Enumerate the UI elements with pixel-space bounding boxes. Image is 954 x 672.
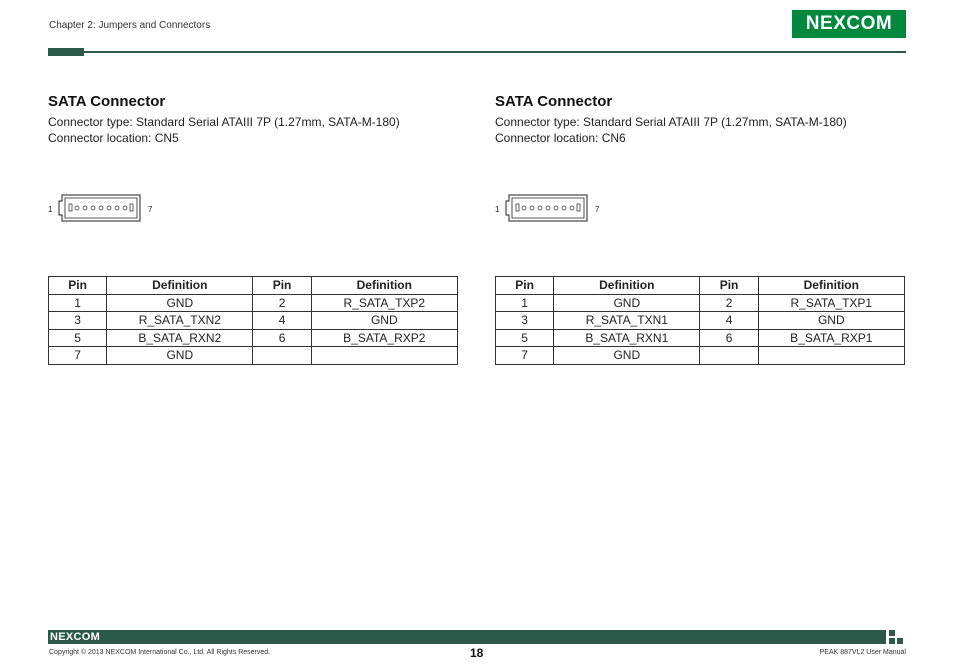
table-cell: 4 xyxy=(700,312,758,330)
sata-section-cn5 xyxy=(48,93,458,146)
table-cell: 5 xyxy=(496,329,554,347)
manual-name: PEAK 887VL2 User Manual xyxy=(819,649,906,656)
table-cell xyxy=(311,347,457,365)
page-number: 18 xyxy=(470,646,484,660)
connector-diagram-cn5 xyxy=(48,193,168,225)
header-pin: Pin xyxy=(496,277,554,295)
footer-bar xyxy=(48,630,886,644)
section-title: SATA Connector xyxy=(48,93,166,110)
table-cell: GND xyxy=(554,347,700,365)
table-cell xyxy=(758,347,904,365)
table-cell: B_SATA_RXN1 xyxy=(554,329,700,347)
connector-location: Connector location: CN5 xyxy=(48,131,179,145)
table-cell xyxy=(253,347,311,365)
table-cell xyxy=(700,347,758,365)
table-cell: 7 xyxy=(49,347,107,365)
pin-label-first: 1 xyxy=(495,205,500,214)
table-cell: R_SATA_TXN1 xyxy=(554,312,700,330)
footer-logo xyxy=(50,630,100,644)
table-cell: 3 xyxy=(49,312,107,330)
header-definition: Definition xyxy=(107,277,253,295)
sata-connector-icon xyxy=(58,193,144,223)
table-cell: 1 xyxy=(496,294,554,312)
header-pin: Pin xyxy=(700,277,758,295)
table-row xyxy=(496,312,905,330)
table-cell: B_SATA_RXN2 xyxy=(107,329,253,347)
table-cell: GND xyxy=(107,347,253,365)
table-cell: GND xyxy=(554,294,700,312)
table-row xyxy=(49,347,458,365)
table-row xyxy=(496,329,905,347)
table-cell: R_SATA_TXN2 xyxy=(107,312,253,330)
sata-section-cn6 xyxy=(495,93,905,146)
nexcom-logo xyxy=(792,10,906,38)
table-cell: B_SATA_RXP1 xyxy=(758,329,904,347)
header-rule xyxy=(48,51,906,53)
section-title: SATA Connector xyxy=(495,93,613,110)
table-cell: 3 xyxy=(496,312,554,330)
connector-type: Connector type: Standard Serial ATAIII 7P (1.27mm, SATA-M-180) xyxy=(48,115,400,129)
table-cell: 2 xyxy=(253,294,311,312)
table-cell: 6 xyxy=(700,329,758,347)
table-cell: 5 xyxy=(49,329,107,347)
table-header-row xyxy=(49,277,458,295)
pin-label-last: 7 xyxy=(148,205,153,214)
header-pin: Pin xyxy=(253,277,311,295)
table-row xyxy=(49,329,458,347)
logo-text: NEXCOM xyxy=(805,13,893,34)
footer-corner-squares xyxy=(889,630,906,644)
table-row xyxy=(49,312,458,330)
table-cell: R_SATA_TXP2 xyxy=(311,294,457,312)
sata-connector-icon xyxy=(505,193,591,223)
connector-diagram-cn6 xyxy=(495,193,615,225)
connector-type: Connector type: Standard Serial ATAIII 7P (1.27mm, SATA-M-180) xyxy=(495,115,847,129)
pin-table-cn6 xyxy=(495,276,905,365)
header-definition: Definition xyxy=(758,277,904,295)
header-pin: Pin xyxy=(49,277,107,295)
table-row xyxy=(496,347,905,365)
table-cell: 4 xyxy=(253,312,311,330)
table-cell: B_SATA_RXP2 xyxy=(311,329,457,347)
table-cell: 7 xyxy=(496,347,554,365)
table-row xyxy=(496,294,905,312)
table-cell: GND xyxy=(107,294,253,312)
pin-label-last: 7 xyxy=(595,205,600,214)
copyright-text: Copyright © 2013 NEXCOM International Co., Ltd. All Rights Reserved. xyxy=(49,649,271,656)
table-cell: 2 xyxy=(700,294,758,312)
header-definition: Definition xyxy=(311,277,457,295)
table-cell: GND xyxy=(311,312,457,330)
header-definition: Definition xyxy=(554,277,700,295)
chapter-heading: Chapter 2: Jumpers and Connectors xyxy=(49,20,211,31)
table-cell: 1 xyxy=(49,294,107,312)
pin-label-first: 1 xyxy=(48,205,53,214)
table-cell: GND xyxy=(758,312,904,330)
table-cell: R_SATA_TXP1 xyxy=(758,294,904,312)
footer-logo-text: NEXCOM xyxy=(50,631,101,643)
table-row xyxy=(49,294,458,312)
connector-location: Connector location: CN6 xyxy=(495,131,626,145)
table-header-row xyxy=(496,277,905,295)
table-cell: 6 xyxy=(253,329,311,347)
pin-table-cn5 xyxy=(48,276,458,365)
